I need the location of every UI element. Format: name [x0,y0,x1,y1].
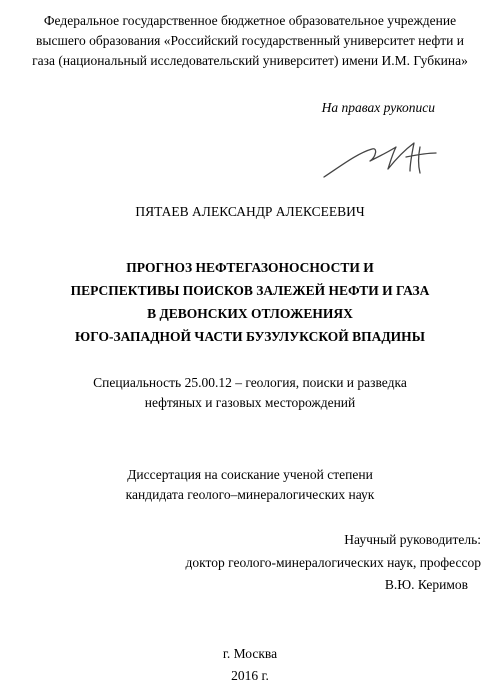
signature [320,135,440,185]
specialty-line-2: нефтяных и газовых месторождений [144,395,356,410]
dissertation-degree-line-2: кандидата геолого–минералогических наук [125,487,375,502]
rights-note: На правах рукописи [321,100,435,115]
dissertation-title-line-4: ЮГО-ЗАПАДНОЙ ЧАСТИ БУЗУЛУКСКОЙ ВПАДИНЫ [75,329,425,344]
author-name: ПЯТАЕВ АЛЕКСАНДР АЛЕКСЕЕВИЧ [135,204,365,219]
supervisor-name: В.Ю. Керимов [384,577,468,592]
dissertation-degree-line-1: Диссертация на соискание ученой степени [127,467,373,482]
dissertation-title-line-2: ПЕРСПЕКТИВЫ ПОИСКОВ ЗАЛЕЖЕЙ НЕФТИ И ГАЗА [70,283,430,298]
city: г. Москва [222,646,278,661]
dissertation-title-line-1: ПРОГНОЗ НЕФТЕГАЗОНОСНОСТИ И [126,260,374,275]
supervisor-degree: доктор геолого-минералогических наук, профессор [185,555,481,570]
header-line-1: Федеральное государственное бюджетное образовательное учреждение [43,13,457,28]
specialty-line-1: Специальность 25.00.12 – геология, поиски и разведка [93,375,407,390]
supervisor-heading: Научный руководитель: [344,532,481,547]
header-line-3: газа (национальный исследовательский университет) имени И.М. Губкина» [32,53,468,68]
dissertation-title-line-3: В ДЕВОНСКИХ ОТЛОЖЕНИЯХ [147,306,353,321]
header-line-2: высшего образования «Российский государственный университет нефти и [36,33,464,48]
year: 2016 г. [231,668,269,683]
